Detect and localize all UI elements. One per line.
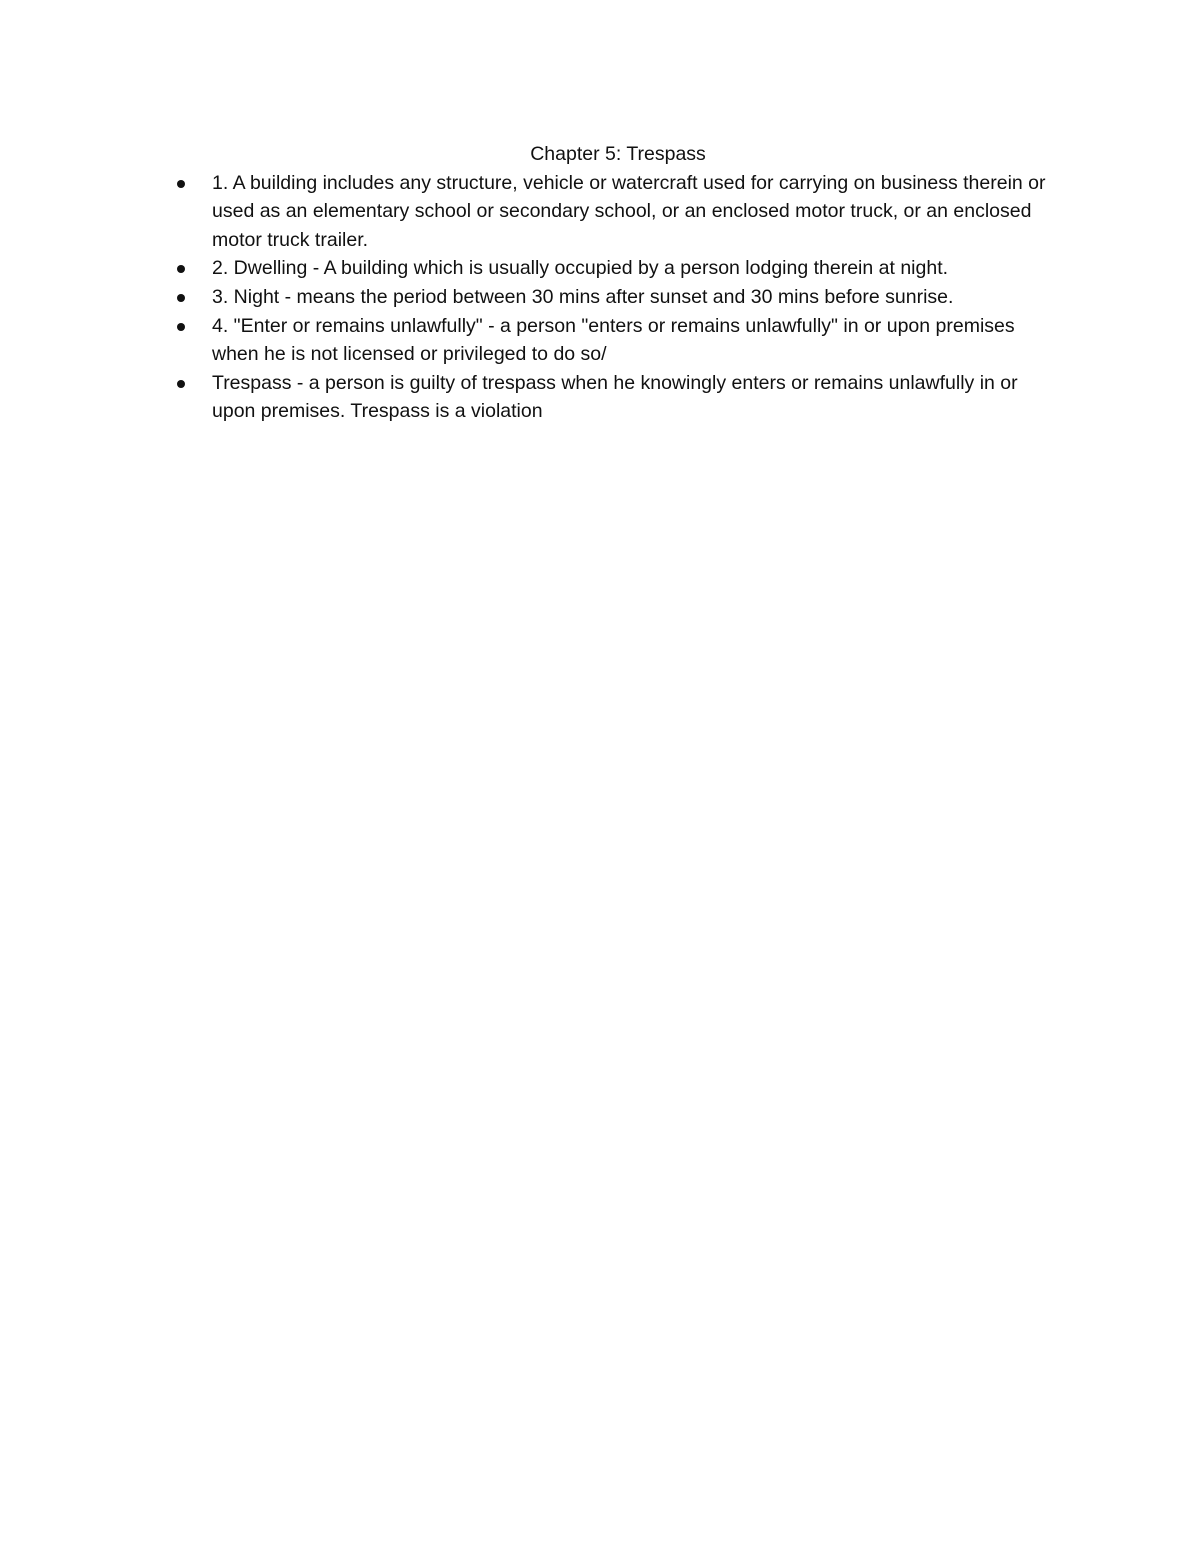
list-item [173, 169, 1063, 255]
bullet-icon [177, 180, 185, 188]
list-item-text: Trespass - a person is guilty of trespass when he knowingly enters or remains unlawfully in or upon premises. Trespass is a violation [212, 371, 1018, 423]
list-item [173, 312, 1063, 369]
bullet-icon [177, 323, 185, 331]
list-item [173, 369, 1063, 426]
list-item-text: 1. A building includes any structure, vehicle or watercraft used for carrying on business therein or used as an elementary school or secondary school, or an enclosed motor truck, or an enclosed motor truck trailer. [212, 171, 1046, 251]
definitions-list [173, 169, 1063, 426]
bullet-icon [177, 265, 185, 273]
list-item-text: 4. "Enter or remains unlawfully" - a person "enters or remains unlawfully" in or upon premises when he is not licensed or privileged to do so/ [212, 314, 1015, 366]
bullet-icon [177, 294, 185, 302]
list-item-text: 3. Night - means the period between 30 mins after sunset and 30 mins before sunrise. [212, 285, 954, 308]
bullet-icon [177, 380, 185, 388]
list-item-text: 2. Dwelling - A building which is usually occupied by a person lodging therein at night. [212, 257, 949, 280]
list-item [173, 283, 1063, 312]
list-item [173, 254, 1063, 283]
document-body [173, 140, 1063, 426]
page-title: Chapter 5: Trespass [530, 143, 706, 165]
